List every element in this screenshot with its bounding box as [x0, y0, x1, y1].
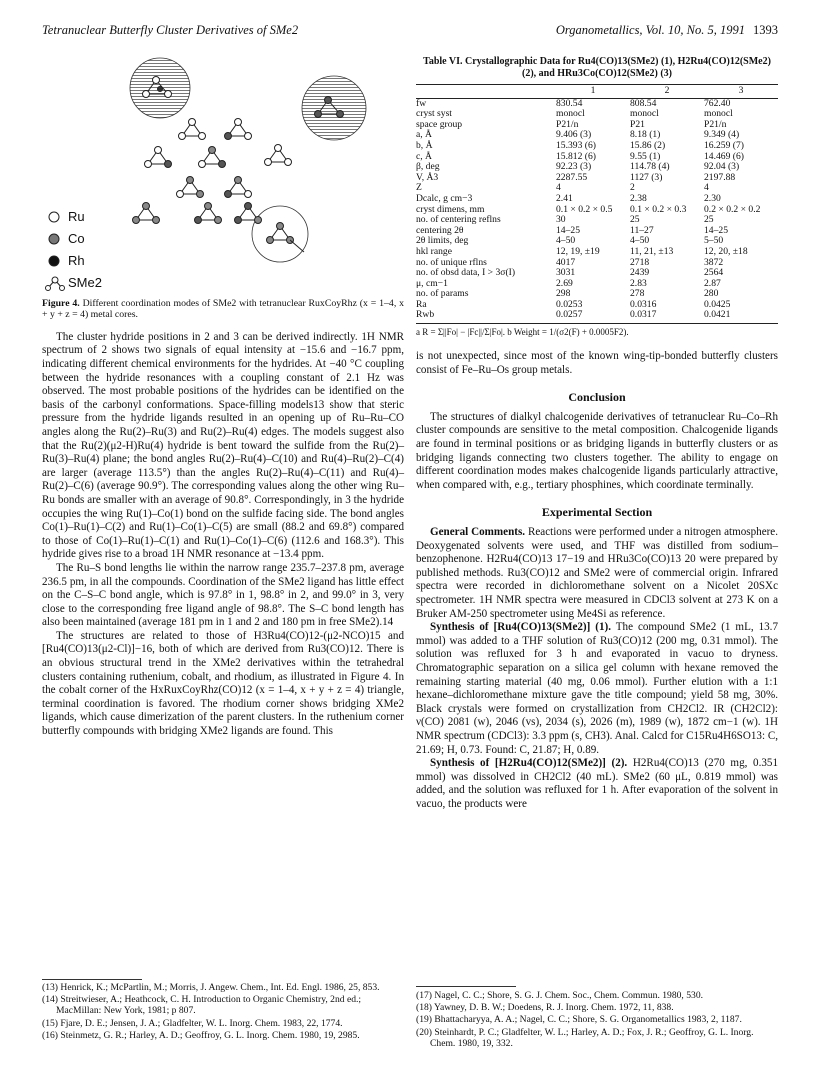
row-label: a, Å — [416, 129, 432, 141]
footnotes-left — [42, 982, 404, 1042]
footnote — [42, 982, 404, 993]
row-label: no. of unique rflns — [416, 256, 487, 268]
legend-label: Rh — [68, 253, 85, 269]
cell-value: 12, 20, ±18 — [704, 245, 748, 257]
right-column — [416, 56, 778, 811]
row-label: Ra — [416, 298, 427, 310]
cell-value: 298 — [556, 288, 571, 300]
conclusion-paragraph: The structures of dialkyl chalcogenide derivatives of tetranuclear Ru–Co–Rh cluster compounds are sensitive to the metal composition. Chalcogenide ligands are found in terminal positions or as bridging ligands in butterfly clusters or as bridging ligands connecting two clusters together. The ability to engage on different coordination modes makes chalcogenide ligands particularly attractive, when compared with, e.g., tertiary phosphines, which coordinate terminally. — [416, 410, 778, 491]
cell-value: 114.78 (4) — [630, 161, 670, 173]
cell-value: 1127 (3) — [630, 171, 663, 183]
rhodium-corner-circle — [302, 76, 366, 140]
cell-value: 2.41 — [556, 192, 573, 204]
cell-value: 9.349 (4) — [704, 129, 740, 141]
legend-item — [42, 250, 152, 272]
footnote-text: Nagel, C. C.; Shore, S. G. J. Chem. Soc., Chem. Commun. 1980, 530. — [434, 990, 704, 1001]
footnote-text: Steinmetz, G. R.; Harley, A. D.; Geoffroy, G. L. Inorg. Chem. 1980, 19, 2985. — [60, 1029, 360, 1041]
row-label: μ, cm−1 — [416, 277, 448, 289]
cell-value: 808.54 — [630, 97, 657, 109]
cell-value: 15.812 (6) — [556, 150, 596, 162]
table-row — [416, 173, 778, 184]
body-paragraph: The Ru–S bond lengths lie within the narrow range 235.7–237.8 pm, average 236.5 pm, in all the compounds. Coordination of the SMe2 ligand has little effect on the C–S–C bond angle, which is 97.8° in 1, 98.8° in 2, and 99.0° in 3, very close to the corresponding free ligand angle of 98.8°. The S–C bond length has also been maintained (average 181 pm in 1 and 2 and 180 pm in free SMe2).14 — [42, 561, 404, 629]
cell-value: 30 — [556, 214, 566, 226]
footnote-number: (20) — [416, 1026, 432, 1038]
table-footnote: a R = Σ||Fo| − |Fc||/Σ|Fo|. b Weight = 1/(σ2(F) + 0.0005F2). — [416, 327, 629, 338]
cell-value: P21 — [630, 118, 645, 130]
cell-value: 4–50 — [630, 235, 650, 247]
row-label: space group — [416, 118, 463, 130]
cell-value: 12, 19, ±19 — [556, 245, 600, 257]
paragraph-text: Reactions were performed under a nitrogen atmosphere. Deoxygenated solvents were used, and THF was distilled from sodium–benzophenone. H2Ru4(CO)13 17−19 and HRu3Co(CO)13 20 were prepared by published methods. Ru3(CO)12 and SMe2 were of commercial origin. Infrared spectra were recorded in dichloromethane solvent on a Nicolet 20SXc spectrometer. 1H NMR spectra were measured in CDCl3 solvent at 273 K on a Bruker AM-250 spectrometer using Me4Si as reference. — [416, 526, 779, 620]
cell-value: 14.469 (6) — [704, 150, 744, 162]
figure-4 — [42, 56, 404, 296]
cobalt-corner-circle — [252, 206, 308, 262]
column-header: 3 — [704, 85, 778, 99]
table-row — [416, 247, 778, 258]
cluster-glyph-7 — [199, 147, 226, 168]
cell-value: 4–50 — [556, 235, 576, 247]
crystallographic-table — [416, 84, 778, 324]
column-header: 2 — [630, 85, 704, 99]
footnote-text: Steinhardt, P. C.; Gladfelter, W. L.; Harley, A. D.; Fox, J. R.; Geoffroy, G. L. Inorg. Chem. 1980, 19, 332. — [430, 1026, 754, 1049]
conclusion-heading: Conclusion — [568, 390, 626, 405]
cell-value: 0.0425 — [704, 298, 731, 310]
cluster-glyph-13 — [267, 223, 305, 253]
cell-value: 92.04 (3) — [704, 161, 740, 173]
row-label: β, deg — [416, 161, 440, 173]
legend-label: Ru — [68, 209, 85, 225]
cell-value: 2.38 — [630, 192, 647, 204]
row-label: no. of obsd data, I > 3σ(I) — [416, 267, 516, 279]
row-label: centering 2θ — [416, 224, 464, 236]
cell-value: 278 — [630, 288, 645, 300]
figure-caption — [42, 298, 404, 321]
cell-value: 0.0421 — [704, 310, 778, 323]
row-label: Z — [416, 182, 422, 194]
caption-label: Figure 4. — [42, 298, 80, 309]
cell-value: 15.393 (6) — [556, 139, 596, 151]
table-row — [416, 279, 778, 290]
legend-item — [42, 228, 152, 250]
row-label: fw — [416, 97, 427, 109]
cell-value: 0.0316 — [630, 298, 657, 310]
cell-value: 92.23 (3) — [556, 161, 592, 173]
cell-value: 9.406 (3) — [556, 129, 592, 141]
page-number: 1393 — [753, 23, 778, 37]
legend-item — [42, 206, 152, 228]
cell-value: 14–25 — [556, 224, 580, 236]
experimental-heading: Experimental Section — [541, 505, 653, 520]
cell-value: monocl — [704, 108, 733, 120]
footnote — [416, 1027, 778, 1049]
cluster-glyph-6 — [145, 147, 172, 168]
journal-name: Organometallics, Vol. 10, No. 5, 1991 — [555, 23, 745, 37]
row-label: Rwb — [416, 310, 556, 323]
body-paragraph: is not unexpected, since most of the known wing-tip-bonded butterfly clusters consist of Fe–Ru–Os group metals. — [416, 350, 778, 376]
experimental-paragraph — [416, 757, 778, 811]
row-label: V, Å3 — [416, 171, 439, 183]
footnote-text: Bhattacharyya, A. A.; Nagel, C. C.; Shore, S. G. Organometallics 1983, 2, 1187. — [434, 1014, 742, 1026]
row-label: hkl range — [416, 245, 452, 257]
cell-value: 14–25 — [704, 224, 728, 236]
cell-value: 280 — [704, 288, 719, 300]
experimental-paragraph — [416, 526, 778, 621]
cell-value: 0.1 × 0.2 × 0.5 — [556, 203, 613, 215]
table-body — [416, 98, 778, 323]
row-label: no. of params — [416, 288, 469, 300]
cell-value: 5–50 — [704, 235, 724, 247]
figure-legend — [42, 206, 152, 294]
row-label: cryst dimens, mm — [416, 203, 485, 215]
legend-item — [42, 272, 152, 294]
cell-value: 4 — [704, 182, 709, 194]
runin-heading: Synthesis of [Ru4(CO)13(SMe2)] (1). — [430, 621, 611, 634]
cell-value: 2287.55 — [556, 171, 588, 183]
legend-label: SMe2 — [68, 275, 102, 291]
runin-heading: General Comments. — [430, 526, 526, 538]
footnote-text: Henrick, K.; McPartlin, M.; Morris, J. Angew. Chem., Int. Ed. Engl. 1986, 25, 853. — [60, 982, 380, 993]
cell-value: 830.54 — [556, 97, 583, 109]
cell-value: 11, 21, ±13 — [630, 245, 674, 257]
cell-value: 11–27 — [630, 224, 654, 236]
cluster-glyph-2 — [265, 145, 292, 166]
cell-value: 762.40 — [704, 97, 731, 109]
cluster-glyph-12 — [235, 203, 262, 224]
footnote — [42, 1030, 404, 1041]
cell-value: 15.86 (2) — [630, 139, 666, 151]
cell-value: 3872 — [704, 256, 724, 268]
cluster-glyph-9 — [225, 177, 252, 198]
experimental-paragraph — [416, 621, 778, 757]
table-row — [416, 310, 778, 323]
footnote — [416, 990, 778, 1001]
footnote-number: (15) — [42, 1017, 58, 1029]
footnotes-right — [416, 990, 778, 1050]
footnote-number: (19) — [416, 1014, 432, 1026]
body-paragraph: The cluster hydride positions in 2 and 3 can be derived indirectly. 1H NMR spectrum of 2 shows two signals of equal intensity at −15.6 and −16.7 ppm, indicating different chemical environments for the hydrides. At −40 °C coupling between the hydride resonances with a coupling constant of 2.1 Hz was observed. The most probable positions of the hydrides can be identified on the basis of the carbonyl conformations. Space-filling models13 show that steric pressure from the hydride ligands resulted in an opening up of Ru–Ru–CO angles along the Ru(2)–Ru(3) and Ru(2)–Ru(4) edges. The models suggest also that the Ru(2)(μ2-H)Ru(4) hydride is bent toward the sulfide from the Ru(2)–Ru(3)–Ru(4) plane; the bond angles Ru(2)–Ru(4)–C(10) and Ru(4)–Ru(2)–C(4) are larger (average 113.5°) than the angles Ru(2)–Ru(4)–C(11) and Ru(4)–Ru(2)–C(6) (average 90.9°). The corresponding values along the other wing Ru–Ru bonds are smaller with an average of 90.8°. Correspondingly, in 3 the hydride occupies the wing Ru(1)–Co(1) bond on the sulfide facing side. The bond angles Co(1)–Ru(1)–C(2) and Ru(1)–Co(1)–C(5) are small (88.2 and 69.8°) compared to those of Co(1)–Ru(1)–C(1) and Ru(1)–Co(1)–C(6) (112.6 and 168.3°). This hydride gives rise to a broad 1H NMR resonance at −13.4 ppm. — [42, 330, 404, 561]
row-label: b, Å — [416, 139, 433, 151]
journal-citation — [556, 23, 778, 38]
cell-value: 0.0253 — [556, 298, 583, 310]
cluster-glyph-4 — [179, 119, 206, 140]
footnote — [416, 1002, 778, 1013]
row-label: 2θ limits, deg — [416, 235, 469, 247]
footnote-text: Fjare, D. E.; Jensen, J. A.; Gladfelter, W. L. Inorg. Chem. 1983, 22, 1774. — [60, 1017, 343, 1029]
footnote — [416, 1014, 778, 1025]
row-label: c, Å — [416, 150, 432, 162]
table-title: Table VI. Crystallographic Data for Ru4(CO)13(SMe2) (1), H2Ru4(CO)12(SMe2) (2), and HRu3Co(CO)12(SMe2) (3) — [423, 56, 771, 79]
footnote-number: (14) — [42, 994, 58, 1006]
body-paragraph: The structures are related to those of H3Ru4(CO)12-(μ2-NCO)15 and [Ru4(CO)13(μ2-Cl)]−16, both of which are derived from Ru3(CO)12. There is an obvious structural trend in the XMe2 derivatives within the tetrahedral clusters containing ruthenium, cobalt, and rhodium, as illustrated in Figure 4. In the cobalt corner of the HxRuxCoyRhz(CO)12 (x = 1–4, x + y + z = 4) triangle, terminal coordination is favored. The rhodium corner shows bridging XMe2 ligands, which cause dimerization of the parent clusters. In the ruthenium corner butterfly compounds with bridging XMe2 ligands are found. This — [42, 629, 404, 738]
cell-value: monocl — [630, 108, 659, 120]
cluster-glyph-11 — [195, 203, 222, 224]
caption-text: Different coordination modes of SMe2 with tetranuclear RuxCoyRhz (x = 1–4, x + y + z = 4) metal cores. — [42, 298, 404, 321]
cell-value: 0.1 × 0.2 × 0.3 — [630, 203, 687, 215]
runin-heading: Synthesis of [H2Ru4(CO)12(SMe2)] (2). — [430, 757, 628, 770]
cell-value: 0.0257 — [556, 310, 630, 323]
footnote-rule — [42, 979, 142, 980]
cell-value: 25 — [704, 214, 714, 226]
row-label: Dcalc, g cm−3 — [416, 192, 473, 204]
footnote — [42, 1018, 404, 1029]
footnote-number: (17) — [416, 990, 432, 1001]
table-row — [416, 268, 778, 279]
running-header — [42, 23, 778, 39]
cluster-glyph-8 — [177, 177, 204, 198]
cell-value: 2.87 — [704, 277, 721, 289]
table-row — [416, 226, 778, 237]
footnote-number: (16) — [42, 1029, 58, 1041]
cell-value: 2.30 — [704, 192, 721, 204]
legend-label: Co — [68, 231, 85, 247]
cell-value: 4017 — [556, 256, 576, 268]
cell-value: 3031 — [556, 267, 576, 279]
column-header: 1 — [556, 85, 630, 99]
cell-value: 2564 — [704, 267, 724, 279]
cell-value: 2.69 — [556, 277, 573, 289]
cell-value: 16.259 (7) — [704, 139, 744, 151]
cell-value: 2439 — [630, 267, 650, 279]
footnote-number: (13) — [42, 982, 58, 993]
cluster-glyph-5 — [225, 119, 252, 140]
cell-value: 0.0317 — [630, 310, 704, 323]
table-header-row — [416, 85, 778, 99]
cell-value: P21/n — [556, 118, 579, 130]
footnote-text: Yawney, D. B. W.; Doedens, R. J. Inorg. Chem. 1972, 11, 838. — [434, 1002, 674, 1014]
footnote — [42, 994, 404, 1016]
left-column — [42, 56, 404, 739]
cell-value: 4 — [556, 182, 561, 194]
row-label: no. of centering reflns — [416, 214, 501, 226]
table-row — [416, 141, 778, 152]
cell-value: 2.83 — [630, 277, 647, 289]
cell-value: 2 — [630, 182, 635, 194]
footnote-number: (18) — [416, 1002, 432, 1014]
paragraph-text: The compound SMe2 (1 mL, 13.7 mmol) was added to a THF solution of Ru3(CO)12 (200 mg, 0.31 mmol). The solution was refluxed for 3 h and evaporated in vacuo to dryness. Chromatographic separation on a silica gel column with hexane removed the remaining starting material (40 mg, 0.06 mmol). Further elution with a 1:1 hexane–dichloromethane mixture gave the title compound; yield 58 mg, 30%. Black crystals were formed on crystallization from CH2Cl2. IR (CH2Cl2): ν(CO) 2081 (w), 2046 (vs), 2034 (s), 2026 (m), 1989 (w), 1872 cm−1 (w). 1H NMR spectrum (CDCl3): 3.3 ppm (s, CH3). Anal. Calcd for C15Ru4H6SO13: C, 21.69; H, 0.73. Found: C, 21.87; H, 0.89. — [416, 621, 778, 756]
paragraph-text: H2Ru4(CO)13 (270 mg, 0.351 mmol) was dissolved in CH2Cl2 (40 mL). SMe2 (60 μL, 0.819 mmol) was added, and the solution was refluxed for 1 h. After evaporation of the solvent in vacuo, the products were — [416, 757, 778, 810]
cell-value: P21/n — [704, 118, 727, 130]
column-header — [416, 85, 556, 99]
cell-value: 8.18 (1) — [630, 129, 661, 141]
footnote-text: Streitwieser, A.; Heathcock, C. H. Introduction to Organic Chemistry, 2nd ed.; MacMillan: New York, 1981; p 807. — [56, 994, 362, 1017]
footnote-rule — [416, 986, 516, 987]
cell-value: 2718 — [630, 256, 650, 268]
table-row — [416, 194, 778, 205]
cell-value: 9.55 (1) — [630, 150, 661, 162]
row-label: cryst syst — [416, 108, 452, 120]
cell-value: 0.2 × 0.2 × 0.2 — [704, 203, 761, 215]
running-title: Tetranuclear Butterfly Cluster Derivatives of SMe2 — [42, 23, 299, 37]
cell-value: 2197.88 — [704, 171, 736, 183]
cell-value: monocl — [556, 108, 585, 120]
cell-value: 25 — [630, 214, 640, 226]
